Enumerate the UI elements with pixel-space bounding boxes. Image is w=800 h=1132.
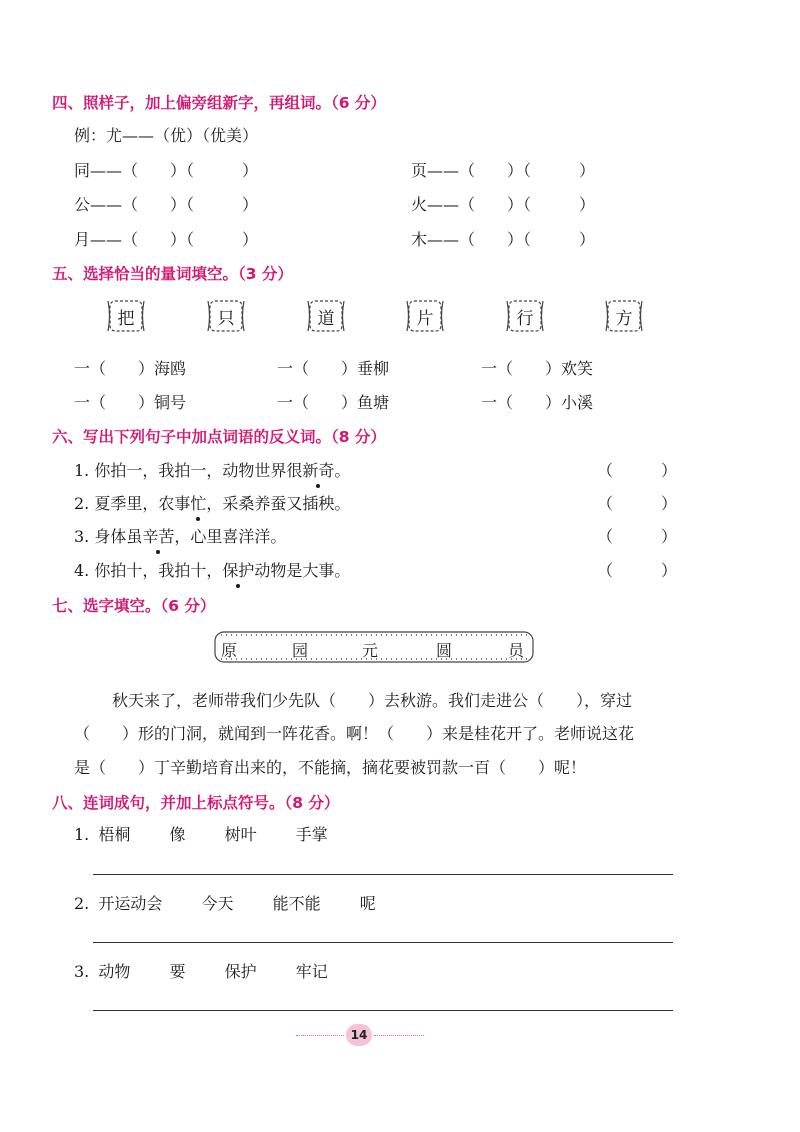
item-number: 3. — [74, 962, 90, 981]
sentence-text: 动物是大事。 — [254, 561, 351, 580]
section5-item: 一（ ）海鸥 — [74, 359, 187, 378]
section4-row-3-right: 木——（ ）（ ） — [411, 230, 596, 249]
section4-heading: 四、照样子，加上偏旁组新字，再组词。（6 分） — [52, 94, 386, 112]
word: 保护 — [224, 962, 257, 981]
measure-word-box-4 — [405, 298, 445, 334]
word: 动物 — [98, 962, 131, 981]
word-group-3 — [74, 959, 328, 982]
measure-word-box-2 — [206, 298, 246, 334]
answer-line-1 — [93, 874, 673, 875]
section5-item: 一（ ）铜号 — [74, 393, 187, 412]
section5-item: 一（ ）垂柳 — [277, 359, 390, 378]
section8-heading: 八、连词成句，并加上标点符号。（8 分） — [52, 794, 340, 812]
word: 树叶 — [224, 825, 257, 844]
sentence-text: 4. 你拍十，我拍十， — [74, 561, 223, 580]
page-number-divider-left — [296, 1035, 344, 1036]
sentence-text: 1. 你拍一，我拍一，动物世界很 — [74, 461, 303, 480]
section4-row-1-left: 同——（ ）（ ） — [74, 161, 259, 180]
section4-row-2-right: 火——（ ）（ ） — [411, 195, 596, 214]
measure-word-box-5 — [505, 298, 545, 334]
page-number-divider-right — [374, 1035, 424, 1036]
sentence-text: 2. 夏季里，农事 — [74, 494, 191, 513]
section5-heading: 五、选择恰当的量词填空。（3 分） — [52, 265, 293, 283]
word-options-bar — [211, 630, 537, 664]
section5-item: 一（ ）鱼塘 — [277, 393, 390, 412]
measure-word-box-1 — [106, 298, 146, 334]
dotted-word: 新奇 — [302, 458, 334, 481]
sentence-4 — [74, 558, 350, 581]
sentence-2 — [74, 491, 350, 514]
answer-blank-2: （ ） — [597, 494, 678, 513]
sentence-text: ，采桑养蚕又插秧。 — [206, 494, 351, 513]
measure-word: 只 — [217, 308, 235, 329]
section6-heading: 六、写出下列句子中加点词语的反义词。（8 分） — [52, 428, 386, 446]
passage-line-3: 是（ ）丁辛勤培育出来的，不能摘，摘花要被罚款一百（ ）呢！ — [74, 758, 587, 777]
word: 手掌 — [295, 825, 328, 844]
measure-word-box-6 — [604, 298, 644, 334]
word: 能不能 — [272, 894, 321, 913]
word: 今天 — [201, 894, 234, 913]
word-option: 园 — [292, 641, 309, 660]
item-number: 2. — [74, 894, 90, 913]
word: 呢 — [359, 894, 376, 913]
passage-line-1: 秋天来了，老师带我们少先队（ ）去秋游。我们走进公（ ），穿过 — [112, 691, 633, 710]
section7-heading: 七、选字填空。（6 分） — [52, 597, 216, 615]
section4-example: 例：尤——（优）（优美） — [74, 126, 259, 145]
sentence-3 — [74, 524, 286, 547]
answer-line-3 — [93, 1010, 673, 1011]
word: 开运动会 — [98, 894, 163, 913]
dotted-word: 辛苦 — [142, 524, 174, 547]
sentence-text: 3. 身体虽 — [74, 527, 143, 546]
word-option: 圆 — [436, 641, 453, 660]
word-group-2 — [74, 891, 376, 914]
sentence-text: ，心里喜洋洋。 — [174, 527, 287, 546]
dotted-word: 保护 — [222, 558, 254, 581]
measure-word-box-3 — [306, 298, 346, 334]
word-group-1 — [74, 822, 328, 845]
section4-row-2-left: 公——（ ）（ ） — [74, 195, 259, 214]
item-number: 1. — [74, 825, 90, 844]
page-number: 14 — [346, 1024, 372, 1046]
word-option: 原 — [221, 641, 238, 660]
word: 梧桐 — [98, 825, 131, 844]
measure-word: 方 — [615, 308, 633, 329]
word: 牢记 — [295, 962, 328, 981]
section5-item: 一（ ）小溪 — [481, 393, 594, 412]
section4-row-3-left: 月——（ ）（ ） — [74, 230, 259, 249]
answer-blank-1: （ ） — [597, 461, 678, 480]
measure-word: 片 — [416, 308, 434, 329]
sentence-text: 。 — [334, 461, 351, 480]
word: 像 — [169, 825, 186, 844]
answer-blank-4: （ ） — [597, 561, 678, 580]
dotted-word: 忙 — [190, 491, 206, 514]
measure-word: 行 — [516, 308, 534, 329]
sentence-1 — [74, 458, 350, 481]
passage-line-2: （ ）形的门洞，就闻到一阵花香。啊！（ ）来是桂花开了。老师说这花 — [74, 724, 635, 743]
word: 要 — [169, 962, 186, 981]
measure-word: 道 — [317, 308, 335, 329]
section5-item: 一（ ）欢笑 — [481, 359, 594, 378]
answer-blank-3: （ ） — [597, 527, 678, 546]
section4-row-1-right: 页——（ ）（ ） — [411, 161, 596, 180]
word-option: 员 — [508, 641, 525, 660]
measure-word: 把 — [117, 308, 135, 329]
answer-line-2 — [93, 942, 673, 943]
word-option: 元 — [362, 641, 379, 660]
